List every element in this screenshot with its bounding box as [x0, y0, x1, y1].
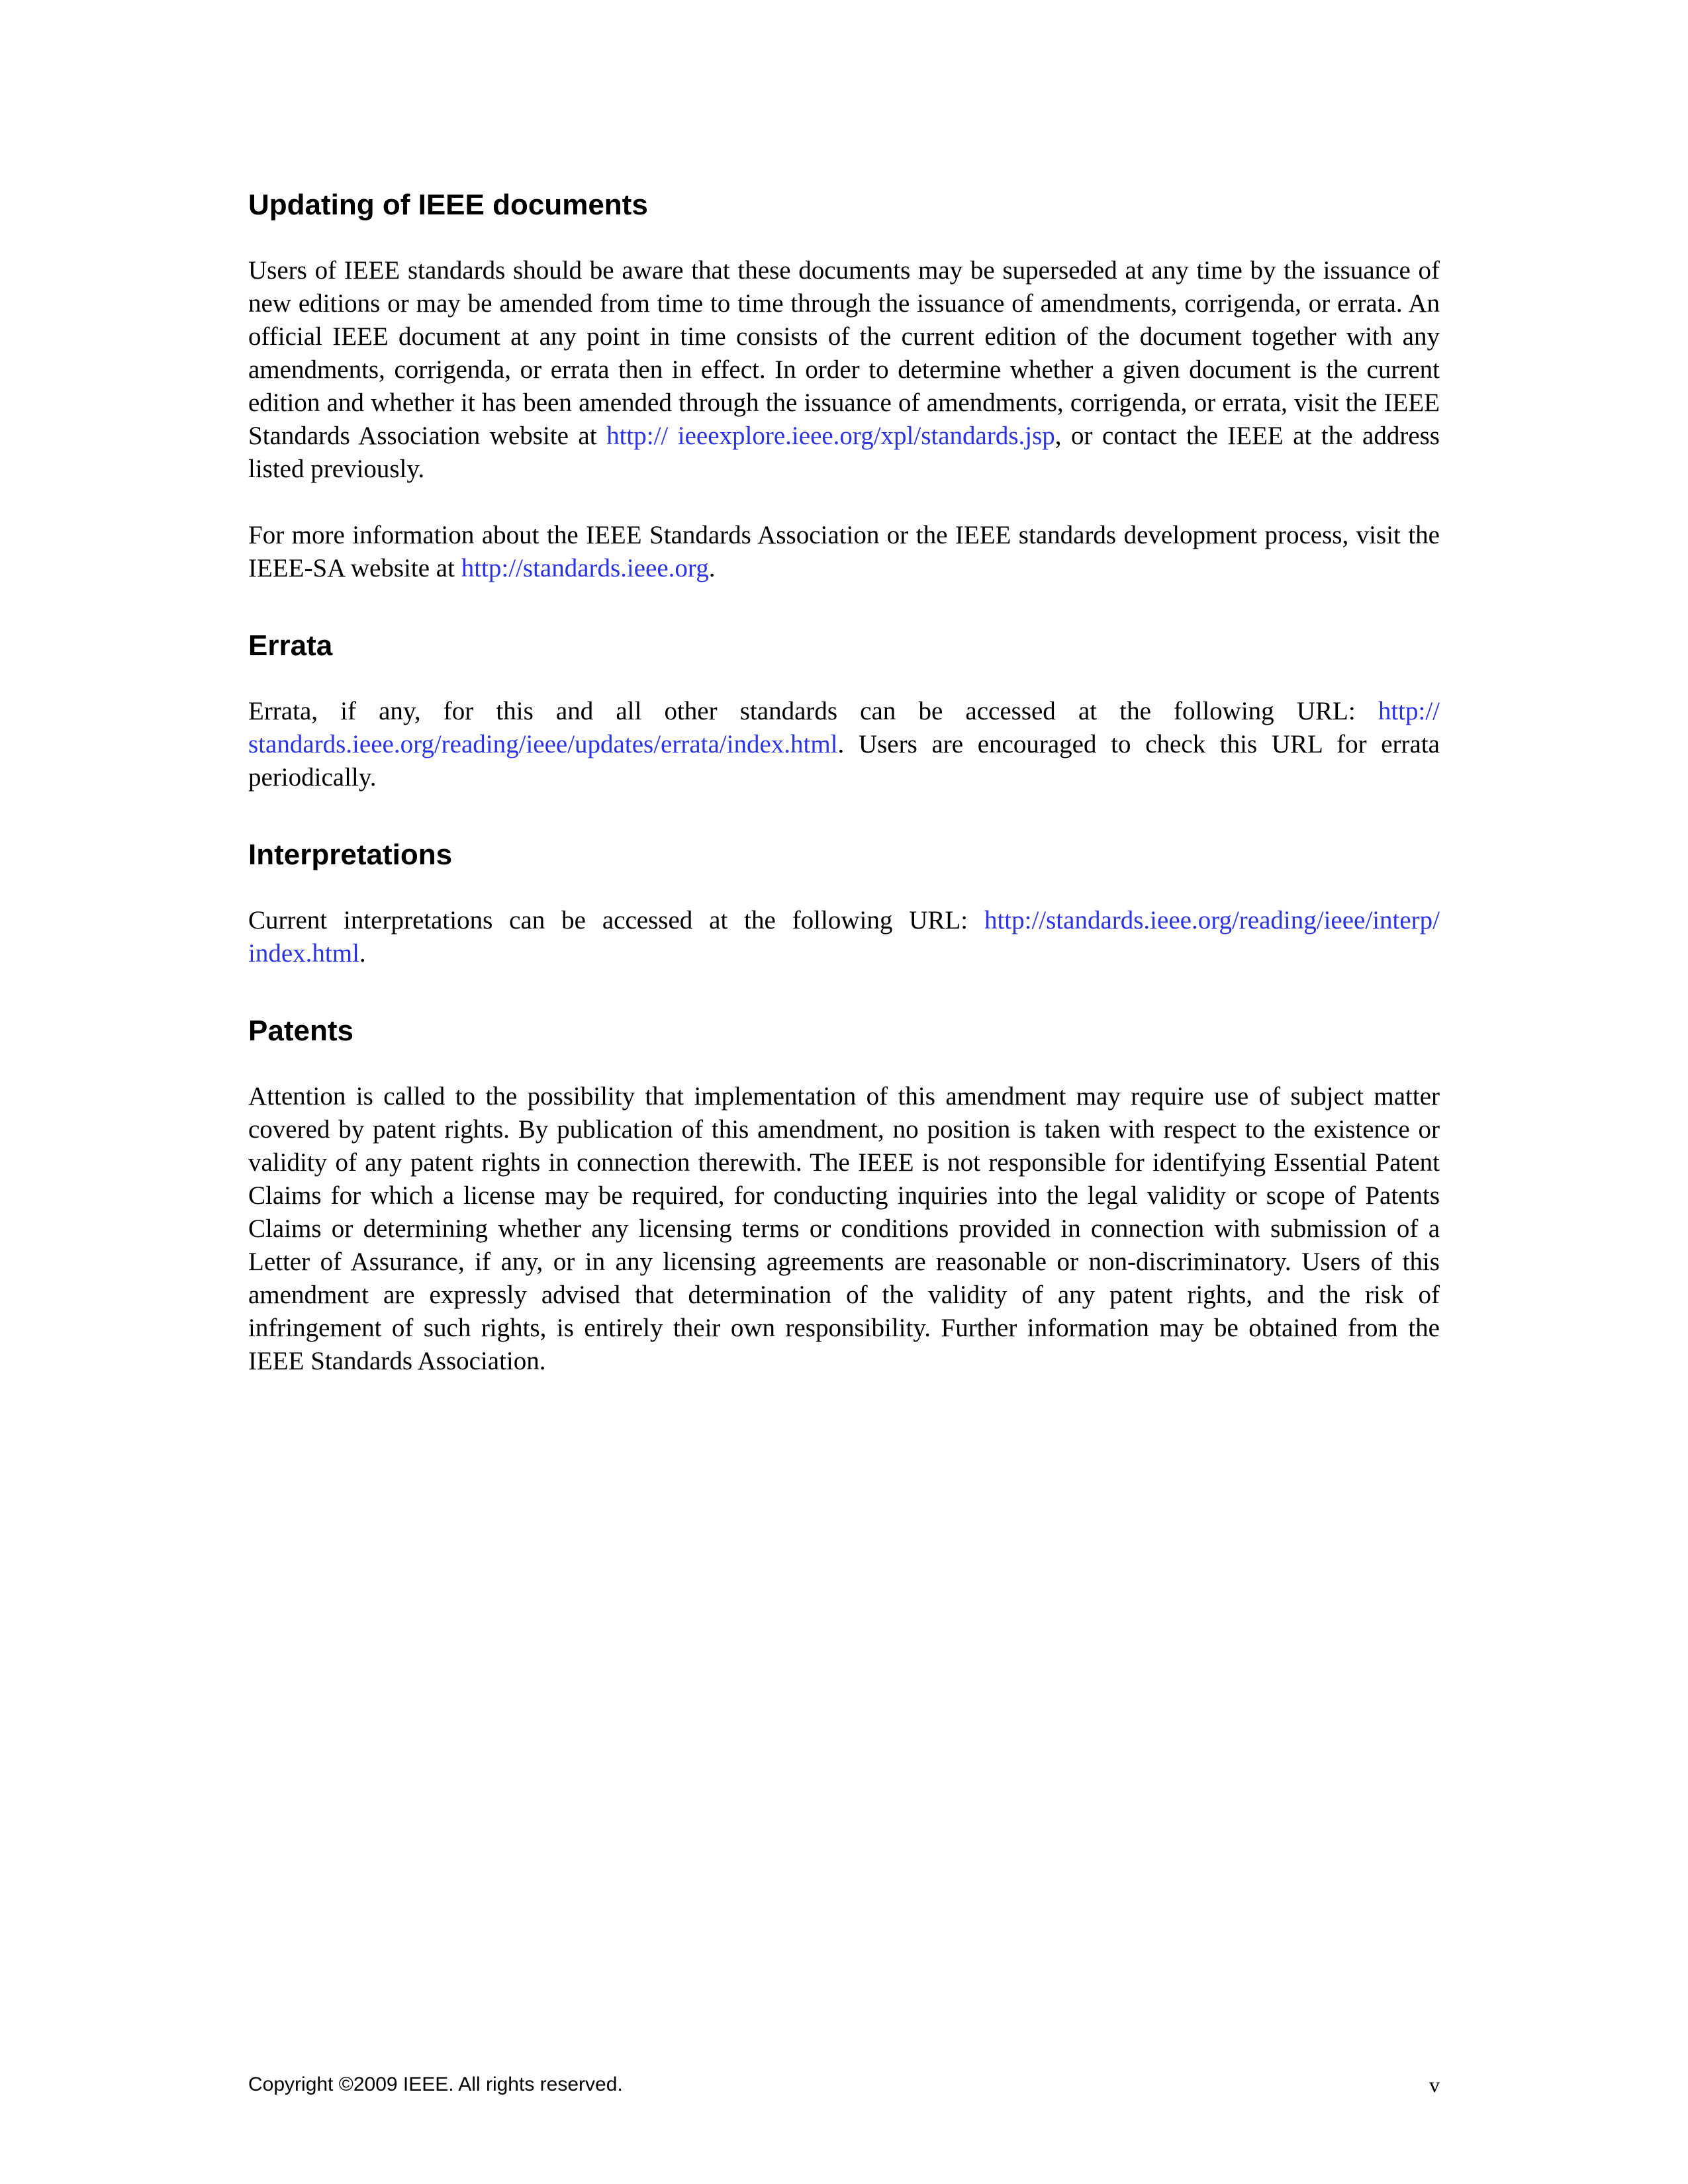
- heading-patents: Patents: [248, 1015, 353, 1047]
- paragraph-text: Errata, if any, for this and all other standards can be accessed at the following URL:: [248, 697, 1378, 725]
- heading-interpretations: Interpretations: [248, 839, 453, 871]
- interpretations-url-link[interactable]: http://standards.ieee.org/reading/ieee/interp/ index.html: [248, 906, 1440, 968]
- heading-updating: Updating of IEEE documents: [248, 189, 648, 221]
- paragraph-tail: . Users are encouraged to check this URL for errata periodically.: [248, 730, 1440, 792]
- paragraph-errata: [248, 695, 1440, 794]
- ieee-sa-website-link[interactable]: http://standards.ieee.org: [461, 554, 709, 582]
- paragraph-tail: .: [359, 939, 366, 968]
- page-footer: [248, 2071, 1440, 2098]
- paragraph-text: Users of IEEE standards should be aware that these documents may be superseded at any time by the issuance of new editions or may be amended from time to time through the issuance of amendments, corrigenda, or errata. An official IEEE document at any point in time consists of the current edition of the document together with any amendments, corrigenda, or errata then in effect. In order to determine whether a given document is the current edition and whether it has been amended through the issuance of amendments, corrigenda, or errata, visit the IEEE Standards Association website at: [248, 256, 1440, 450]
- errata-url-link[interactable]: http:// standards.ieee.org/reading/ieee/updates/errata/index.html: [248, 697, 1440, 758]
- page-content: [248, 187, 1440, 1378]
- paragraph-interpretations: [248, 904, 1440, 970]
- paragraph-text: For more information about the IEEE Standards Association or the IEEE standards development process, visit the IEEE-SA website at: [248, 521, 1440, 582]
- copyright-notice: Copyright ©2009 IEEE. All rights reserved.: [248, 2073, 623, 2095]
- paragraph-text: Current interpretations can be accessed at the following URL:: [248, 906, 984, 934]
- paragraph-updating-2: [248, 519, 1440, 585]
- heading-errata: Errata: [248, 629, 333, 662]
- paragraph-patents: Attention is called to the possibility that implementation of this amendment may require use of subject matter covered by patent rights. By publication of this amendment, no position is taken with respect to the existence or validity of any patent rights in connection therewith. The IEEE is not responsible for identifying Essential Patent Claims for which a license may be required, for conducting inquiries into the legal validity or scope of Patents Claims or determining whether any licensing terms or conditions provided in connection with submission of a Letter of Assurance, if any, or in any licensing agreements are reasonable or non-discriminatory. Users of this amendment are expressly advised that determination of the validity of any patent rights, and the risk of infringement of such rights, is entirely their own responsibility. Further information may be obtained from the IEEE Standards Association.: [248, 1082, 1440, 1375]
- paragraph-updating-1: [248, 254, 1440, 486]
- paragraph-tail: .: [708, 554, 716, 582]
- standards-jsp-link[interactable]: http:// ieeexplore.ieee.org/xpl/standards.jsp: [606, 422, 1055, 450]
- page-number: v: [1429, 2073, 1440, 2097]
- paragraph-tail: , or contact the IEEE at the address listed previously.: [248, 422, 1440, 483]
